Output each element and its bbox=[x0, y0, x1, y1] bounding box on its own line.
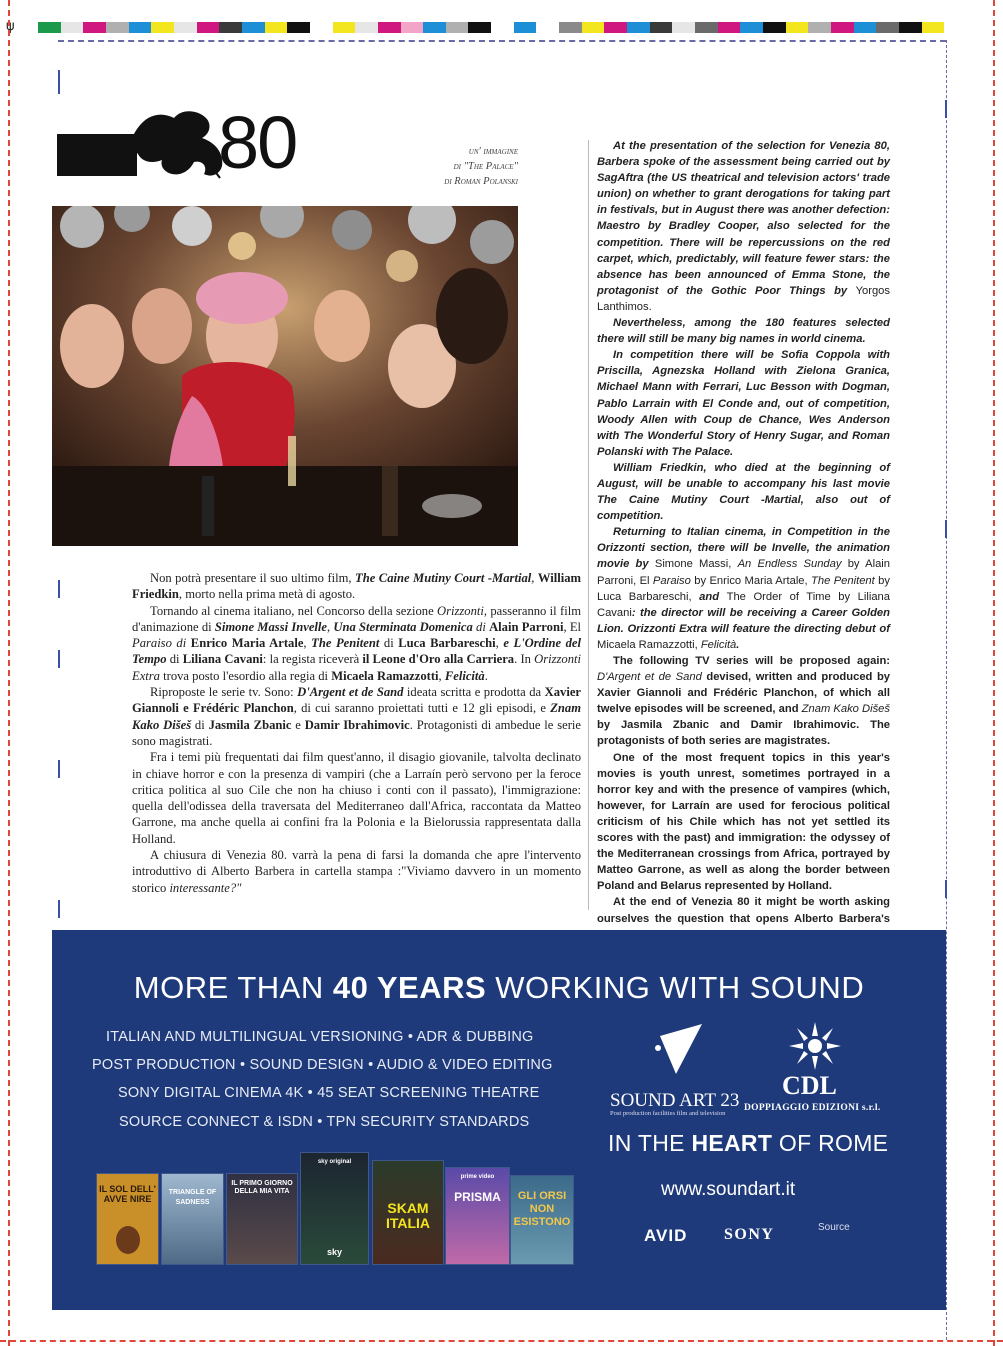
it-paragraph-5: A chiusura di Venezia 80. varrà la pena di farsi la domanda che apre l'intervento introduttivo di Alberto Barbera in cartella stampa :"Viviamo davvero in un momento storico interessante?" bbox=[132, 848, 581, 895]
en-paragraph-8: At the end of Venezia 80 it might be worth asking ourselves the question that opens Alberto Barbera's bbox=[597, 896, 890, 925]
service-line-3: SONY DIGITAL CINEMA 4K • 45 SEAT SCREENING THEATRE bbox=[118, 1085, 540, 1101]
sound-art-logo-icon bbox=[650, 1022, 706, 1080]
en-paragraph-3: In competition there will be Sofia Coppola with Priscilla, Agnezska Holland with Zielona Granica, Michael Mann with Ferrari, Luc Besson with Dogman, Pablo Larrain with El Conde and, out of competition, Woody Allen with Coup de Chance, Wes Anderson with The Wonderful Story of Henry Sugar, and Roman Polanski with The Palace. bbox=[597, 349, 890, 458]
it-paragraph-4: Fra i temi più frequentati dai film quest'anno, il disagio giovanile, talvolta declinato in chiave horror e con la presenza di vampiri (che a Larraín però servono per la feroce critica politica al suo Cile che non ha chiuso i conti con il passato), l'immigrazione: quella dell'odissea della traversata del Mediterraneo dall'Africa, raccontata da Matteo Garrone, ma anche quella ai confini fra la Polonia e la Bielorussia rappresentata dalla Holland. bbox=[132, 750, 581, 846]
it-paragraph-3: Riproposte le serie tv. Sono: D'Argent et de Sand ideata scritta e prodotta da Xavier Giannoli e Frédéric Planchon, di cui saranno proiettati tutti e 12 gli episodi, e Znam Kako Dišeš di Jasmila Zbanic e Damir Ibrahimovic. Protagonisti di ambedue le serie sono magistrati. bbox=[132, 685, 581, 748]
en-paragraph-4: William Friedkin, who died at the beginning of August, will be unable to accompany his last movie The Caine Mutiny Court -Martial, also out of competition. bbox=[597, 461, 890, 523]
sony-logo: SONY bbox=[724, 1226, 775, 1243]
registration-mark: ψ bbox=[6, 19, 15, 34]
margin-guide-top bbox=[58, 40, 946, 42]
sound-art-name: SOUND ART 23 bbox=[610, 1090, 740, 1111]
cdl-subtitle: DOPPIAGGIO EDIZIONI s.r.l. bbox=[744, 1103, 881, 1113]
cdl-name: CDL bbox=[782, 1071, 837, 1100]
poster-1: IL SOL DELL' AVVE NIRE bbox=[96, 1173, 159, 1265]
sound-art-advertisement bbox=[52, 930, 946, 1310]
website-url: www.soundart.it bbox=[661, 1179, 796, 1200]
ad-headline: MORE THAN 40 YEARS WORKING WITH SOUND bbox=[133, 970, 865, 1005]
margin-guide-tick bbox=[945, 880, 947, 898]
margin-guide-tick bbox=[58, 70, 60, 94]
logo-black-bar bbox=[57, 134, 137, 176]
cdl-sunburst-logo-icon bbox=[789, 1022, 841, 1070]
italian-article-text bbox=[132, 570, 581, 896]
service-line-2: POST PRODUCTION • SOUND DESIGN • AUDIO & VIDEO EDITING bbox=[92, 1057, 553, 1073]
margin-guide-right bbox=[946, 40, 947, 1340]
margin-guide-tick bbox=[945, 520, 947, 538]
english-article-text bbox=[597, 138, 890, 959]
photo-caption bbox=[360, 144, 518, 189]
avid-logo: AVID bbox=[644, 1226, 688, 1245]
en-paragraph-6: The following TV series will be proposed again: D'Argent et de Sand devised, written and produced by Xavier Giannoli and Frédéric Planchon, of which all twelve episodes will be screened, and Znam Kako Dišeš by Jasmila Zbanic and Damir Ibrahimovic. The protagonists of both series are magistrates. bbox=[597, 655, 890, 748]
column-divider bbox=[588, 140, 589, 910]
en-paragraph-2: Nevertheless, among the 180 features selected there will still be many big names in world cinema. bbox=[597, 317, 890, 346]
venezia-80-number: 80 bbox=[218, 101, 297, 184]
heart-of-rome: IN THE HEART OF ROME bbox=[608, 1130, 889, 1156]
service-line-1: ITALIAN AND MULTILINGUAL VERSIONING • ADR & DUBBING bbox=[106, 1029, 534, 1045]
it-paragraph-2: Tornando al cinema italiano, nel Concorso della sezione Orizzonti, passeranno il film d'animazione di Simone Massi Invelle, Una Sterminata Domenica di Alain Parroni, El Paraiso di Enrico Maria Artale, The Penitent di Luca Barbareschi, e L'Ordine del Tempo di Liliana Cavani: la regista riceverà il Leone d'Oro alla Carriera. In Orizzonti Extra trova posto l'esordio alla regia di Micaela Ramazzotti, Felicità. bbox=[132, 603, 582, 683]
en-paragraph-5: Returning to Italian cinema, in Competition in the Orizzonti section, there will be Invelle, the animation movie by Simone Massi, An Endless Sunday by Alain Parroni, El Paraiso by Enrico Maria Artale, The Penitent by Luca Barbareschi, and The Order of Time by Liliana Cavani: the director will be receiving a Career Golden Lion. Orizzonti Extra will feature the directing debut of Micaela Ramazzotti, Felicità. bbox=[597, 526, 890, 651]
source-connect-logo: Source bbox=[818, 1222, 850, 1233]
caption-line-2: di "The Palace" bbox=[453, 161, 518, 172]
margin-guide-tick bbox=[945, 100, 947, 118]
bleed-guide-left bbox=[8, 0, 10, 1346]
caption-line-1: un' immagine bbox=[468, 146, 518, 157]
service-line-4: SOURCE CONNECT & ISDN • TPN SECURITY STANDARDS bbox=[119, 1114, 530, 1130]
poster-7: GLI ORSI NON ESISTONO bbox=[510, 1175, 574, 1265]
party-scene-image bbox=[52, 206, 518, 546]
elephant-illustration-icon bbox=[113, 1220, 143, 1260]
margin-guide-tick bbox=[58, 650, 60, 668]
sound-art-tagline: Post production facilities film and television bbox=[610, 1110, 726, 1117]
en-paragraph-1: At the presentation of the selection for Venezia 80, Barbera spoke of the assessment being carried out by SagAftra (the US theatrical and television actors' trade union) on whether to grant derogations for taking part in festivals, but in August there was another defection: Maestro by Bradley Cooper, also selected for the competition. There will be repercussions on the red carpet, which, predictably, will feature fewer stars: the absence has been announced of Emma Stone, the protagonist of the Gothic Poor Things by Yorgos Lanthimos. bbox=[597, 140, 890, 313]
poster-2: TRIANGLE OF SADNESS bbox=[161, 1173, 224, 1265]
margin-guide-tick bbox=[58, 900, 60, 918]
it-paragraph-1: Non potrà presentare il suo ultimo film, The Caine Mutiny Court -Martial, William Friedkin, morto nella prima metà di agosto. bbox=[132, 571, 582, 602]
poster-5: SKAM ITALIA bbox=[372, 1160, 444, 1265]
printer-color-bar bbox=[38, 22, 944, 33]
bleed-guide-bottom bbox=[0, 1340, 1003, 1342]
caption-line-3: di Roman Polanski bbox=[444, 176, 518, 187]
margin-guide-tick bbox=[58, 580, 60, 598]
margin-guide-tick bbox=[58, 760, 60, 778]
poster-4: sky original sky bbox=[300, 1152, 369, 1265]
winged-lion-logo-icon bbox=[128, 108, 228, 180]
en-paragraph-7: One of the most frequent topics in this year's movies is youth unrest, sometimes portrayed in a horror key and with the presence of vampires (which, however, for Larraín are used for ferocious political criticism of his Chile which has not yet settled its scores with the past) and immigration: the odyssey of the Mediterranean crossings from Africa, portrayed by Matteo Garrone, as well as along the border between Poland and Belarus represented by Holland. bbox=[597, 751, 890, 893]
poster-6: prime video PRISMA bbox=[445, 1167, 510, 1265]
poster-3: IL PRIMO GIORNO DELLA MIA VITA bbox=[226, 1173, 298, 1265]
bleed-guide-right bbox=[993, 0, 995, 1346]
film-still-the-palace bbox=[52, 206, 518, 546]
